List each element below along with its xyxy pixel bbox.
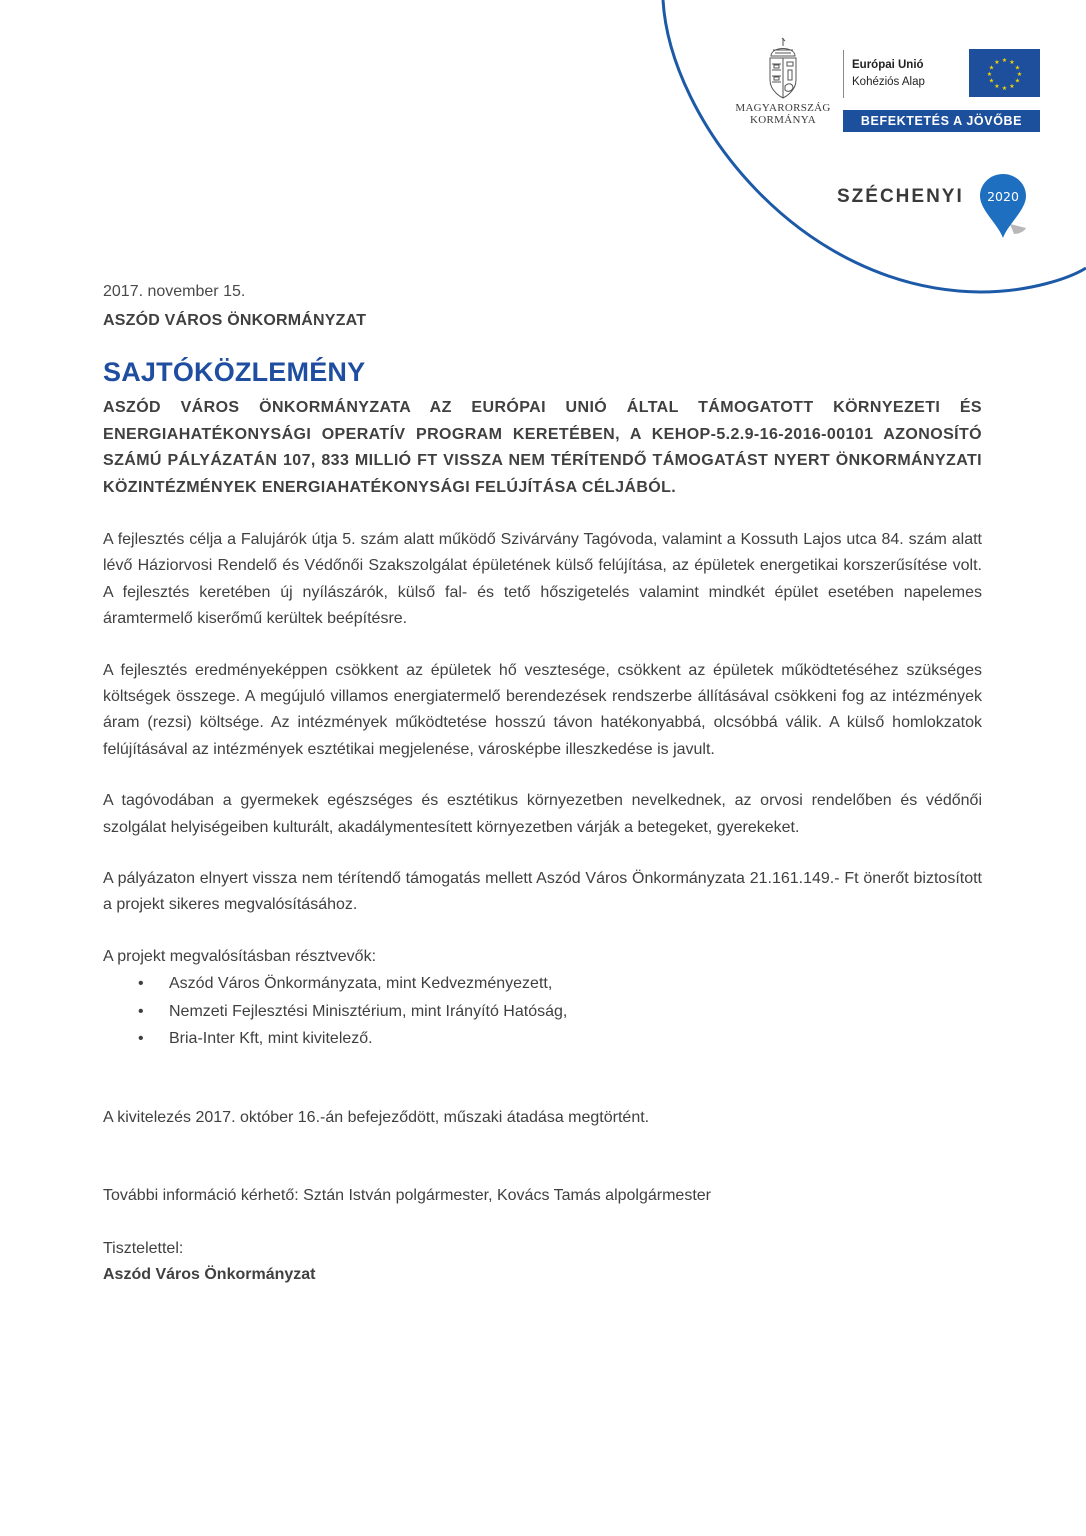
body-paragraph-1: A fejlesztés célja a Falujárók útja 5. szám alatt működő Szivárvány Tagóvoda, valamint a Kossuth Lajos utca 84. szám alatt lévő Háziorvosi Rendelő és Védőnői Szakszolgálat épületének külső felújítása, az épületek energetikai korszerűsítése volt. A fejlesztés keretében új nyílászárók, külső fal- és tető hőszigetelés valamint mindkét épület esetében napelemes áramtermelő kiserőmű kerültek beépítésre. (103, 531, 982, 628)
signature: Aszód Város Önkormányzat (103, 1265, 316, 1283)
bullet-icon: • (138, 975, 144, 993)
body-paragraph-4: A pályázaton elnyert vissza nem térítendő támogatás mellett Aszód Város Önkormányzata 21.161.149.- Ft önerőt biztosított a projekt sikeres megvalósításához. (103, 870, 982, 914)
participants-list (103, 970, 982, 1053)
svg-text:★: ★ (994, 83, 1000, 90)
svg-text:★: ★ (1001, 85, 1008, 92)
eu-flag-icon (969, 49, 1040, 97)
svg-text:★: ★ (988, 77, 995, 85)
svg-text:★: ★ (1016, 71, 1023, 78)
organization-name: ASZÓD VÁROS ÖNKORMÁNYZAT (103, 312, 367, 329)
map-pin-icon (980, 172, 1032, 242)
body-paragraph-2: A fejlesztés eredményeképpen csökkent az épületek hő vesztesége, csökkent az épületek működtetéséhez szükséges költségek összege. A megújuló villamos energiatermelő berendezések rendszerbe állításával csökkeni fog az intézmények áram (rezsi) költsége. Az intézmények működtetése hosszú távon hatékonyabbá, olcsóbbá válik. A külső homlokzatok felújításával az intézmények esztétikai megjelenése, városképbe illeszkedése is javult. (103, 661, 982, 758)
bullet-icon: • (138, 1030, 144, 1048)
body-paragraph-3: A tagóvodában a gyermekek egészséges és esztétikus környezetben nevelkednek, az orvosi rendelőben és védőnői szolgálat helyiségeiben kulturált, akadálymentesített környezetben várják a betegeket, gyerekeket. (103, 792, 982, 836)
svg-text:★: ★ (1009, 83, 1015, 90)
hungarian-coat-of-arms-icon (765, 36, 801, 102)
closing-greeting: Tisztelettel: (103, 1239, 184, 1257)
svg-text:★: ★ (988, 64, 995, 72)
svg-text:★: ★ (1014, 64, 1021, 72)
eu-fund-text (852, 57, 925, 91)
release-date: 2017. november 15. (103, 283, 246, 300)
hungarian-government-logo (728, 36, 838, 126)
cohesion-fund-label: Kohéziós Alap (852, 76, 925, 88)
svg-text:★: ★ (986, 71, 993, 78)
gov-logo-line1: MAGYARORSZÁG (735, 102, 831, 114)
svg-text:★: ★ (1009, 59, 1015, 66)
svg-text:★: ★ (1014, 77, 1021, 85)
decorative-arc (0, 0, 1086, 300)
bullet-icon: • (138, 1002, 144, 1020)
svg-text:★: ★ (1001, 57, 1008, 64)
page-title: SAJTÓKÖZLEMÉNY (103, 357, 366, 387)
list-item (103, 970, 982, 998)
participant-label: Aszód Város Önkormányzata, mint Kedvezményezett, (169, 975, 553, 993)
press-release-document (103, 282, 982, 1288)
participants-intro: A projekt megvalósításban résztvevők: (103, 947, 377, 965)
completion-statement: A kivitelezés 2017. október 16.-án befejeződött, műszaki átadása megtörtént. (103, 1108, 650, 1126)
lead-paragraph: ASZÓD VÁROS ÖNKORMÁNYZATA AZ EURÓPAI UNIÓ ÁLTAL TÁMOGATOTT KÖRNYEZETI ÉS ENERGIAHATÉKONYSÁGI OPERATÍV PROGRAM KERETÉBEN, A KEHOP-5.2.9-16-2016-00101 AZONOSÍTÓ SZÁMÚ PÁLYÁZATÁN 107, 833 MILLIÓ FT VISSZA NEM TÉRÍTENDŐ TÁMOGATÁST NYERT ÖNKORMÁNYZATI KÖZINTÉZMÉNYEK ENERGIAHATÉKONYSÁGI FELÚJÍTÁSA CÉLJÁBÓL. (103, 399, 982, 496)
szechenyi-label: SZÉCHENYI (837, 186, 964, 207)
invest-in-future-banner: BEFEKTETÉS A JÖVŐBE (843, 110, 1040, 132)
svg-text:★: ★ (994, 59, 1000, 66)
gov-logo-line2: KORMÁNYA (750, 114, 816, 126)
list-item (103, 998, 982, 1026)
svg-text:2020: 2020 (987, 189, 1019, 204)
participant-label: Bria-Inter Kft, mint kivitelező. (169, 1030, 373, 1048)
contact-info: További információ kérhető: Sztán István polgármester, Kovács Tamás alpolgármester (103, 1187, 711, 1205)
logo-divider (843, 50, 844, 98)
eu-union-label: Európai Unió (852, 59, 924, 71)
list-item (103, 1025, 982, 1053)
participant-label: Nemzeti Fejlesztési Minisztérium, mint Irányító Hatóság, (169, 1002, 568, 1020)
